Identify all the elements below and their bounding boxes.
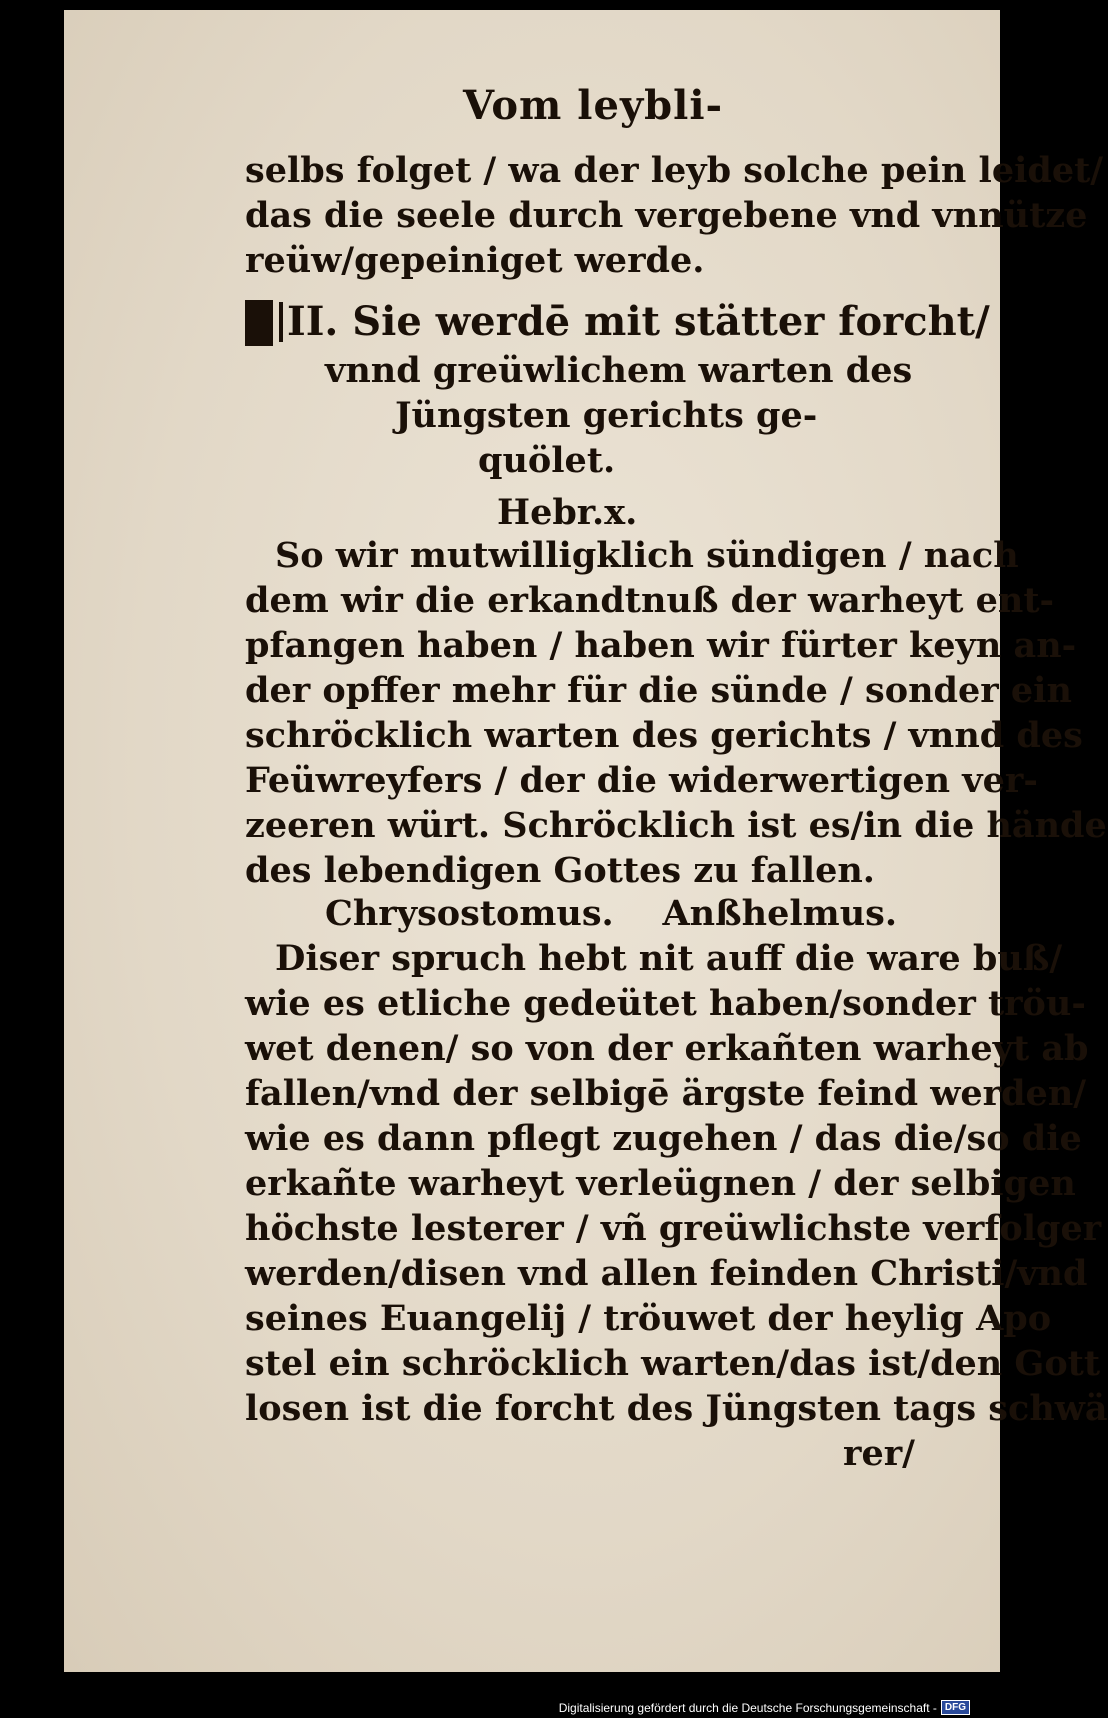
text-line: das die seele durch vergebene vnd vnnütze [245, 195, 1088, 236]
authors-line: Chrysostomus. Anßhelmus. [325, 893, 898, 934]
text-line: der opffer mehr für die sünde / sonder ein [245, 670, 1072, 711]
footer-credit: Digitalisierung gefördert durch die Deutsche Forschungsgemeinschaft - [558, 1700, 937, 1715]
text-line: Feüwreyfers / der die widerwertigen ver- [245, 760, 1038, 801]
text-line: wie es dann pflegt zugehen / das die/so die [245, 1118, 1082, 1159]
section-heading-line: vnnd greüwlichem warten des [325, 350, 913, 391]
text-line: So wir mutwilligklich sündigen / nach [275, 535, 1019, 576]
text-line: des lebendigen Gottes zu fallen. [245, 850, 875, 891]
text-line: schröcklich warten des gerichts / vnnd des [245, 715, 1083, 756]
text-line: selbs folget / wa der leyb solche pein leidet/ [245, 150, 1104, 191]
running-title: Vom leybli- [463, 82, 724, 129]
text-line: höchste lesterer / vñ greüwlichste verfolger [245, 1208, 1102, 1249]
text-line: erkañte warheyt verleügnen / der selbigen [245, 1163, 1076, 1204]
pilcrow-icon [245, 300, 273, 346]
text-line: werden/disen vnd allen feinden Christi/vnd [245, 1253, 1088, 1294]
text-line: wet denen/ so von der erkañten warheyt ab [245, 1028, 1089, 1069]
bible-reference: Hebr.x. [497, 492, 638, 533]
text-line: losen ist die forcht des Jüngsten tags schwä [245, 1388, 1108, 1429]
text-line: zeeren würt. Schröcklich ist es/in die hände [245, 805, 1107, 846]
digitization-footer [559, 1700, 970, 1715]
text-line: Diser spruch hebt nit auff die ware buß/ [275, 938, 1063, 979]
text-line: rer/ [843, 1433, 915, 1474]
section-heading-line: Jüngsten gerichts ge- [395, 395, 818, 436]
text-line: fallen/vnd der selbigē ärgste feind werden/ [245, 1073, 1087, 1114]
text-line: seines Euangelij / tröuwet der heylig Apo [245, 1298, 1052, 1339]
section-heading-line: II. Sie werdē mit stätter forcht/ [287, 298, 990, 345]
text-line: reüw/gepeiniget werde. [245, 240, 705, 281]
section-heading-line: quölet. [478, 440, 616, 481]
text-line: wie es etliche gedeütet haben/sonder tröu- [245, 983, 1086, 1024]
text-line: dem wir die erkandtnuß der warheyt ent- [245, 580, 1055, 621]
text-line: stel ein schröcklich warten/das ist/den Gott [245, 1343, 1101, 1384]
dfg-logo: DFG [941, 1700, 970, 1715]
text-line: pfangen haben / haben wir fürter keyn an- [245, 625, 1077, 666]
